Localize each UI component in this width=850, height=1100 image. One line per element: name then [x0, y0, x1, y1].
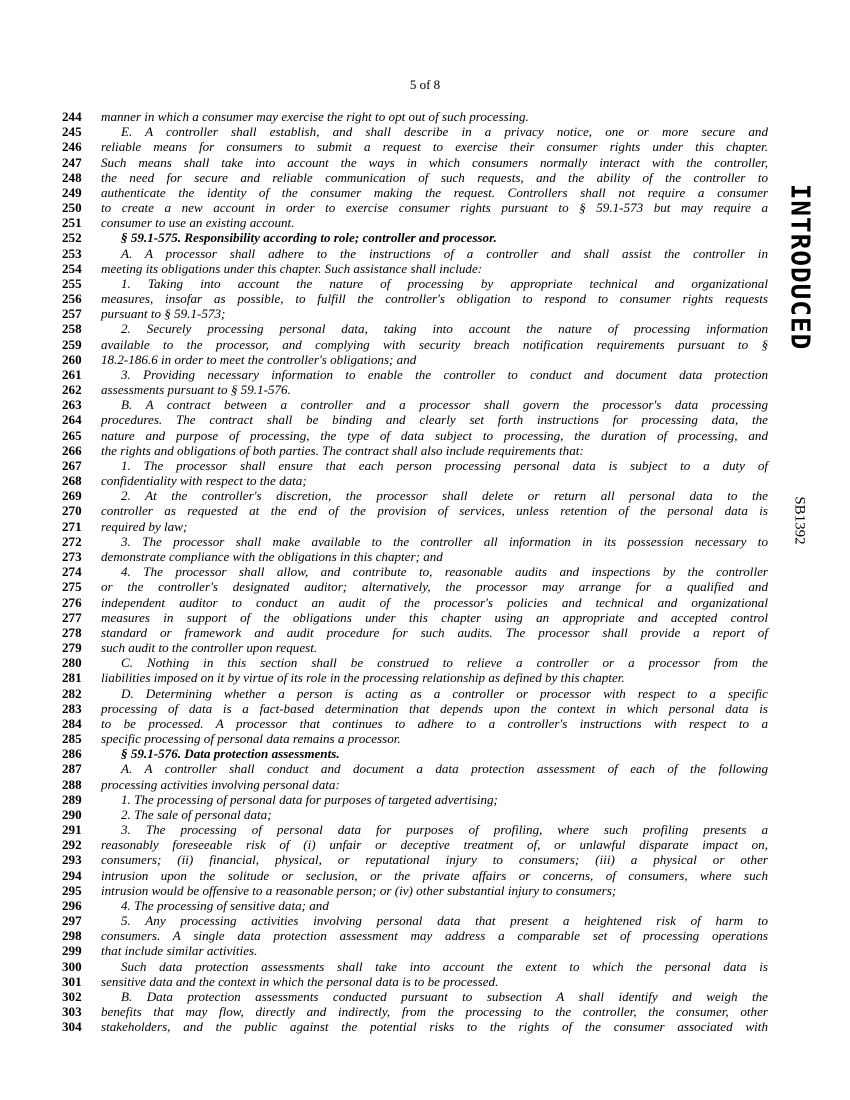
line-text: B. A contract between a controller and a processor shall govern the processor's data processing	[121, 397, 768, 413]
bill-line	[62, 519, 768, 534]
line-number: 285	[62, 731, 82, 747]
bill-line	[62, 928, 768, 943]
line-number: 277	[62, 609, 82, 625]
line-number: 266	[62, 442, 82, 458]
line-text: procedures. The contract shall be binding and clearly set forth instructions for processing data, the	[101, 412, 768, 428]
line-text: confidentiality with respect to the data;	[101, 473, 307, 489]
bill-line	[62, 215, 768, 230]
bill-line	[62, 761, 768, 776]
line-text: stakeholders, and the public against the potential risks to the rights of the consumer associated with	[101, 1019, 768, 1035]
bill-line	[62, 701, 768, 716]
line-number: 263	[62, 397, 82, 413]
bill-line	[62, 443, 768, 458]
bill-line	[62, 367, 768, 382]
bill-line	[62, 109, 768, 124]
line-number: 284	[62, 715, 82, 731]
line-number: 247	[62, 154, 82, 170]
line-text: the rights and obligations of both parties. The contract shall also include requirements that:	[101, 442, 584, 458]
line-text: 4. The processor shall allow, and contribute to, reasonable audits and inspections by the controller	[121, 564, 768, 580]
line-number: 276	[62, 594, 82, 610]
line-text: measures in support of the obligations under this chapter using an appropriate and accepted control	[101, 609, 768, 625]
line-number: 289	[62, 791, 82, 807]
line-number: 303	[62, 1004, 82, 1020]
line-number: 280	[62, 655, 82, 671]
bill-line	[62, 291, 768, 306]
line-number: 292	[62, 837, 82, 853]
bill-line	[62, 670, 768, 685]
line-text: consumers. A single data protection assessment may address a comparable set of processing operations	[101, 928, 768, 944]
line-text: consumers; (ii) financial, physical, or reputational injury to consumers; (iii) a physical or other	[101, 852, 768, 868]
bill-line	[62, 716, 768, 731]
line-number: 258	[62, 321, 82, 337]
line-number: 282	[62, 685, 82, 701]
line-number: 259	[62, 336, 82, 352]
bill-line	[62, 306, 768, 321]
line-number: 278	[62, 624, 82, 640]
bill-number-margin	[786, 490, 812, 550]
bill-line	[62, 337, 768, 352]
line-number: 294	[62, 867, 82, 883]
line-number: 253	[62, 245, 82, 261]
bill-line	[62, 1004, 768, 1019]
bill-line	[62, 746, 768, 761]
line-text: available to the processor, and complying with security breach notification requirements pursuant to §	[101, 336, 768, 352]
bill-line	[62, 943, 768, 958]
line-text: 5. Any processing activities involving personal data that present a heightened risk of harm to	[121, 913, 768, 929]
line-number: 257	[62, 306, 82, 322]
line-text: B. Data protection assessments conducted pursuant to subsection A shall identify and weigh the	[121, 988, 768, 1004]
bill-line	[62, 579, 768, 594]
line-number: 262	[62, 382, 82, 398]
line-number: 287	[62, 761, 82, 777]
bill-line	[62, 974, 768, 989]
bill-line	[62, 185, 768, 200]
bill-line	[62, 473, 768, 488]
section-heading: § 59.1-575. Responsibility according to role; controller and processor.	[121, 230, 497, 246]
bill-line	[62, 200, 768, 215]
line-number: 299	[62, 943, 82, 959]
bill-line	[62, 564, 768, 579]
bill-line	[62, 534, 768, 549]
line-number: 248	[62, 169, 82, 185]
bill-line	[62, 640, 768, 655]
bill-line	[62, 276, 768, 291]
bill-line	[62, 458, 768, 473]
line-text: demonstrate compliance with the obligations in this chapter; and	[101, 548, 443, 564]
bill-line	[62, 822, 768, 837]
line-text: 2. Securely processing personal data, taking into account the nature of processing information	[121, 321, 768, 337]
line-number: 293	[62, 852, 82, 868]
line-text: 4. The processing of sensitive data; and	[121, 897, 329, 913]
bill-line	[62, 837, 768, 852]
line-number: 304	[62, 1019, 82, 1035]
line-text: Such means shall take into account the ways in which consumers normally interact with the controller,	[101, 154, 768, 170]
introduced-stamp	[784, 142, 814, 392]
bill-line	[62, 428, 768, 443]
bill-line	[62, 1019, 768, 1034]
bill-line	[62, 731, 768, 746]
line-text: reliable means for consumers to submit a request to exercise their consumer rights under this chapter.	[101, 139, 768, 155]
bill-line	[62, 777, 768, 792]
line-text: 2. At the controller's discretion, the processor shall delete or return all personal data to the	[121, 488, 768, 504]
line-number: 279	[62, 640, 82, 656]
line-text: 18.2-186.6 in order to meet the controller's obligations; and	[101, 351, 417, 367]
line-number: 251	[62, 215, 82, 231]
bill-line	[62, 959, 768, 974]
line-text: standard or framework and audit procedure for such audits. The processor shall provide a report of	[101, 624, 768, 640]
bill-line	[62, 852, 768, 867]
line-text: independent auditor to conduct an audit of the processor's policies and technical and organizational	[101, 594, 768, 610]
line-text: 1. Taking into account the nature of processing by appropriate technical and organizational	[121, 275, 768, 291]
bill-line	[62, 595, 768, 610]
line-number: 244	[62, 109, 82, 124]
line-number: 255	[62, 275, 82, 291]
line-text: benefits that may flow, directly and indirectly, from the processing to the controller, the consumer, other	[101, 1004, 768, 1020]
line-text: such audit to the controller upon request.	[101, 640, 318, 656]
line-number: 267	[62, 457, 82, 473]
line-text: or the controller's designated auditor; alternatively, the processor may arrange for a qualified and	[101, 579, 768, 595]
bill-line	[62, 610, 768, 625]
line-text: processing of data is a fact-based determination that depends upon the context in which personal data is	[101, 700, 768, 716]
line-text: 2. The sale of personal data;	[121, 806, 272, 822]
line-text: nature and purpose of processing, the type of data subject to processing, the duration of processing, and	[101, 427, 768, 443]
line-number: 268	[62, 473, 82, 489]
line-text: meeting its obligations under this chapter. Such assistance shall include:	[101, 260, 483, 276]
line-number: 264	[62, 412, 82, 428]
bill-line	[62, 124, 768, 139]
line-number: 274	[62, 564, 82, 580]
line-number: 249	[62, 184, 82, 200]
bill-text	[62, 109, 768, 1034]
line-text: Such data protection assessments shall take into account the extent to which the personal data is	[121, 958, 768, 974]
bill-line	[62, 898, 768, 913]
line-text: intrusion would be offensive to a reasonable person; or (iv) other substantial injury to consumers;	[101, 882, 617, 898]
line-text: 3. The processor shall make available to the controller all information in its possession necessary to	[121, 533, 768, 549]
line-number: 273	[62, 548, 82, 564]
bill-line	[62, 397, 768, 412]
line-text: consumer to use an existing account.	[101, 215, 295, 231]
line-number: 272	[62, 533, 82, 549]
line-text: sensitive data and the context in which the personal data is to be processed.	[101, 973, 499, 989]
bill-line	[62, 686, 768, 701]
line-number: 295	[62, 882, 82, 898]
line-text: authenticate the identity of the consumer making the request. Controllers shall not require a consumer	[101, 184, 768, 200]
line-number: 283	[62, 700, 82, 716]
line-number: 298	[62, 928, 82, 944]
introduced-label: INTRODUCED	[784, 183, 815, 351]
line-text: to be processed. A processor that continues to adhere to a controller's instructions with respect to a	[101, 715, 768, 731]
line-number: 275	[62, 579, 82, 595]
line-number: 269	[62, 488, 82, 504]
line-number: 271	[62, 518, 82, 534]
line-text: pursuant to § 59.1-573;	[101, 306, 226, 322]
line-number: 302	[62, 988, 82, 1004]
bill-line	[62, 913, 768, 928]
bill-line	[62, 883, 768, 898]
line-text: processing activities involving personal data:	[101, 776, 340, 792]
line-text: 3. Providing necessary information to enable the controller to conduct and document data protection	[121, 366, 768, 382]
line-text: that include similar activities.	[101, 943, 258, 959]
bill-line	[62, 807, 768, 822]
line-text: 1. The processor shall ensure that each person processing personal data is subject to a duty of	[121, 457, 768, 473]
line-text: A. A processor shall adhere to the instructions of a controller and shall assist the controller in	[121, 245, 768, 261]
bill-line	[62, 170, 768, 185]
line-text: required by law;	[101, 518, 188, 534]
line-text: to create a new account in order to exercise consumer rights pursuant to § 59.1-573 but may require a	[101, 200, 768, 216]
bill-line	[62, 655, 768, 670]
bill-line	[62, 989, 768, 1004]
bill-line	[62, 261, 768, 276]
line-text: intrusion upon the solitude or seclusion, or the private affairs or concerns, of consumers, where such	[101, 867, 768, 883]
line-text: E. A controller shall establish, and shall describe in a privacy notice, one or more secure and	[121, 124, 768, 140]
bill-line	[62, 549, 768, 564]
line-text: 3. The processing of personal data for purposes of profiling, where such profiling presents a	[121, 822, 768, 838]
line-text: liabilities imposed on it by virtue of its role in the processing relationship as defined by this chapter.	[101, 670, 625, 686]
line-number: 250	[62, 200, 82, 216]
line-text: D. Determining whether a person is acting as a controller or processor with respect to a specific	[121, 685, 768, 701]
line-text: specific processing of personal data remains a processor.	[101, 731, 401, 747]
line-number: 300	[62, 958, 82, 974]
line-number: 290	[62, 806, 82, 822]
line-number: 260	[62, 351, 82, 367]
line-text: reasonably foreseeable risk of (i) unfair or deceptive treatment of, or unlawful disparate impact on,	[101, 837, 768, 853]
line-number: 265	[62, 427, 82, 443]
line-number: 296	[62, 897, 82, 913]
bill-line	[62, 139, 768, 154]
bill-line	[62, 352, 768, 367]
section-heading: § 59.1-576. Data protection assessments.	[121, 746, 340, 762]
line-text: manner in which a consumer may exercise the right to opt out of such processing.	[101, 109, 529, 124]
line-text: the need for secure and reliable communication of such requests, and the ability of the controller to	[101, 169, 768, 185]
bill-line	[62, 868, 768, 883]
bill-line	[62, 503, 768, 518]
bill-number: SB1392	[791, 495, 808, 545]
line-text: controller as requested at the end of the provision of services, unless retention of the personal data is	[101, 503, 768, 519]
line-number: 252	[62, 230, 82, 246]
line-text: measures, insofar as possible, to fulfill the controller's obligation to respond to consumer rights requests	[101, 291, 768, 307]
bill-line	[62, 792, 768, 807]
line-number: 245	[62, 124, 82, 140]
bill-line	[62, 382, 768, 397]
line-text: 1. The processing of personal data for purposes of targeted advertising;	[121, 791, 498, 807]
line-number: 297	[62, 913, 82, 929]
line-text: C. Nothing in this section shall be construed to relieve a controller or a processor from the	[121, 655, 768, 671]
page-number: 5 of 8	[409, 77, 441, 92]
line-number: 254	[62, 260, 82, 276]
line-text: A. A controller shall conduct and document a data protection assessment of each of the following	[121, 761, 768, 777]
line-number: 301	[62, 973, 82, 989]
line-text: assessments pursuant to § 59.1-576.	[101, 382, 291, 398]
line-number: 288	[62, 776, 82, 792]
line-number: 270	[62, 503, 82, 519]
line-number: 286	[62, 746, 82, 762]
bill-line	[62, 321, 768, 336]
line-number: 281	[62, 670, 82, 686]
bill-line	[62, 412, 768, 427]
bill-line	[62, 246, 768, 261]
bill-line	[62, 155, 768, 170]
line-number: 261	[62, 366, 82, 382]
line-number: 291	[62, 822, 82, 838]
line-number: 246	[62, 139, 82, 155]
bill-line	[62, 488, 768, 503]
line-number: 256	[62, 291, 82, 307]
bill-line	[62, 625, 768, 640]
bill-line	[62, 230, 768, 245]
